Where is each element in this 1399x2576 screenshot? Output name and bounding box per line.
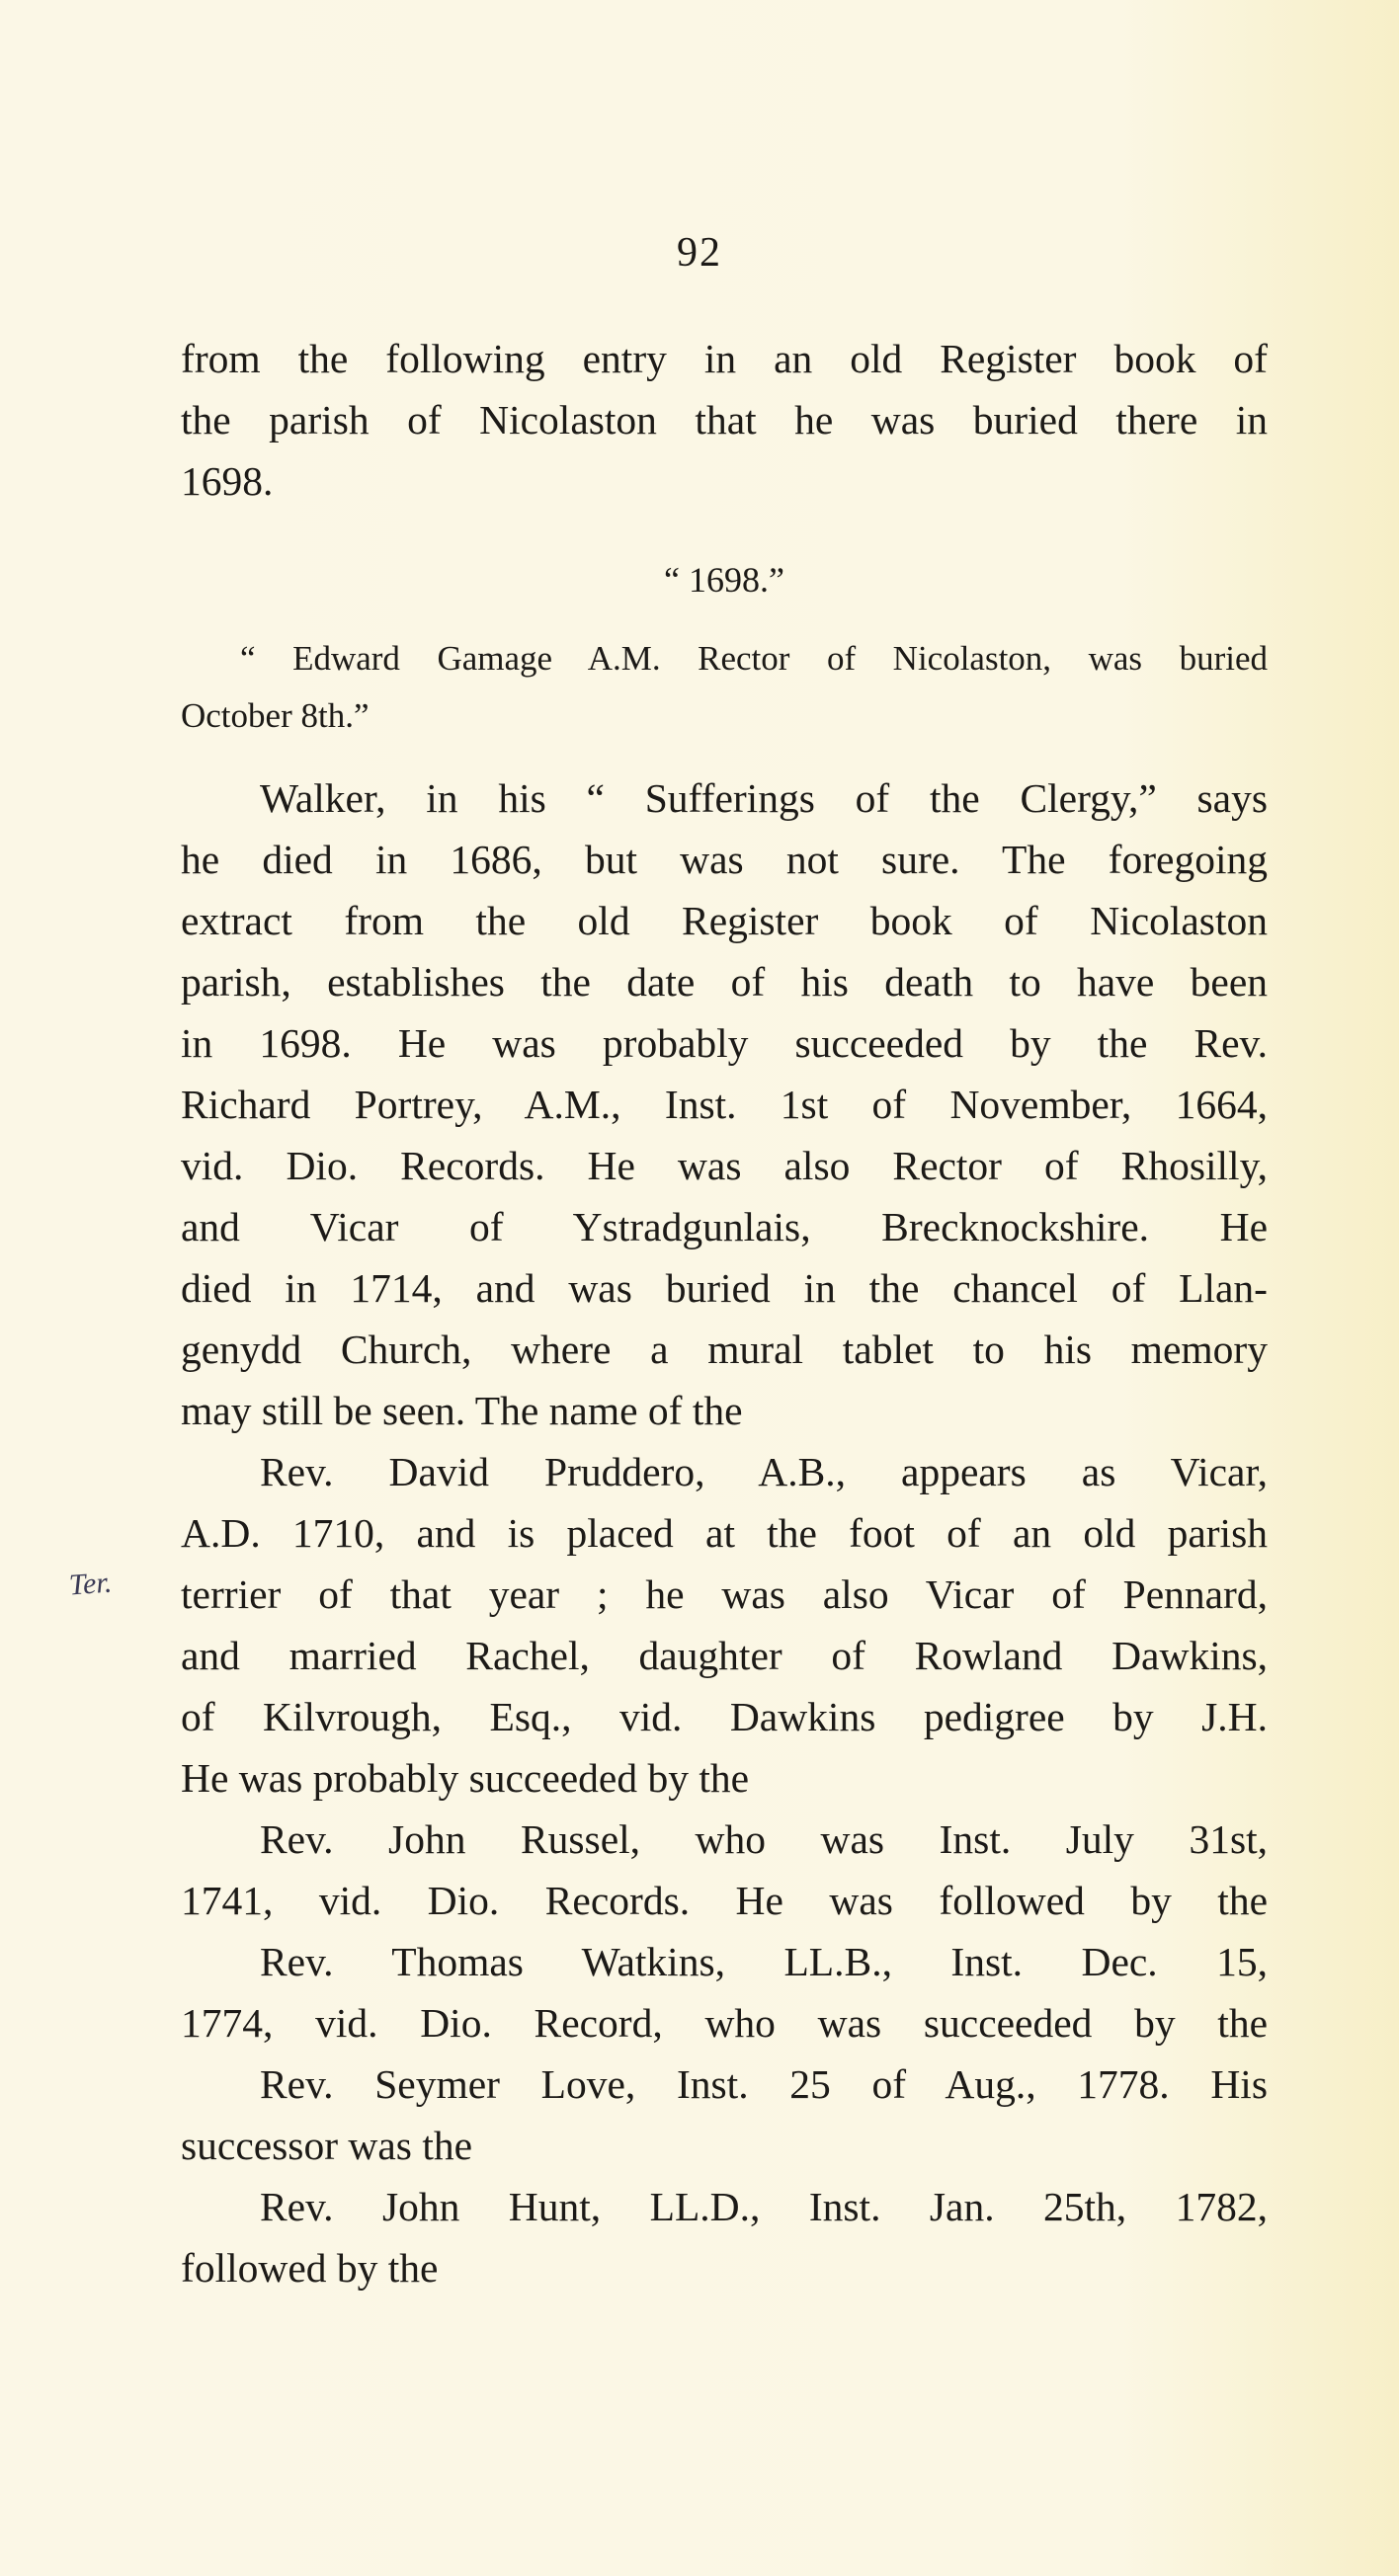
text-line: Rev. David Pruddero, A.B., appears as Vicar, — [260, 1449, 1268, 1494]
text-line: followed by the — [181, 2245, 439, 2291]
text-line: Rev. John Hunt, LL.D., Inst. Jan. 25th, 1782, — [260, 2184, 1268, 2229]
text-line: genydd Church, where a mural tablet to his memory — [181, 1327, 1268, 1372]
text-line: extract from the old Register book of Nicolaston — [181, 898, 1268, 943]
text-line: Richard Portrey, A.M., Inst. 1st of November, 1664, — [181, 1082, 1268, 1127]
text-line: Rev. Thomas Watkins, LL.B., Inst. Dec. 15, — [260, 1939, 1268, 1984]
text-line: 1774, vid. Dio. Record, who was succeeded by the — [181, 2000, 1268, 2046]
page-number: 92 — [677, 230, 722, 276]
text-line: A.D. 1710, and is placed at the foot of an old parish — [181, 1510, 1268, 1556]
quote-line: “ Edward Gamage A.M. Rector of Nicolaston, was buried — [240, 639, 1268, 678]
margin-annotation: Ter. — [67, 1566, 114, 1602]
text-line: from the following entry in an old Register book of — [181, 336, 1268, 381]
text-line: Walker, in his “ Sufferings of the Clergy,” says — [260, 775, 1268, 821]
text-line: He was probably succeeded by the — [181, 1755, 750, 1801]
text-line: in 1698. He was probably succeeded by the Rev. — [181, 1020, 1268, 1066]
text-line: 1698. — [181, 458, 274, 504]
quote-heading: “ 1698.” — [664, 560, 784, 600]
text-line: and married Rachel, daughter of Rowland Dawkins, — [181, 1633, 1268, 1678]
text-line: and Vicar of Ystradgunlais, Brecknockshire. He — [181, 1204, 1268, 1249]
text-line: successor was the — [181, 2123, 473, 2168]
text-line: may still be seen. The name of the — [181, 1388, 743, 1433]
text-line: parish, establishes the date of his death to have been — [181, 959, 1268, 1005]
text-line: Rev. John Russel, who was Inst. July 31st, — [260, 1816, 1268, 1862]
text-line: he died in 1686, but was not sure. The foregoing — [181, 837, 1268, 882]
quote-line: October 8th.” — [181, 696, 370, 735]
text-line: Rev. Seymer Love, Inst. 25 of Aug., 1778. His — [260, 2061, 1268, 2107]
text-line: the parish of Nicolaston that he was buried there in — [181, 397, 1268, 443]
text-line: 1741, vid. Dio. Records. He was followed by the — [181, 1878, 1268, 1923]
text-line: terrier of that year ; he was also Vicar of Pennard, — [181, 1571, 1268, 1617]
text-line: of Kilvrough, Esq., vid. Dawkins pedigree by J.H. — [181, 1694, 1268, 1739]
text-line: vid. Dio. Records. He was also Rector of Rhosilly, — [181, 1143, 1268, 1188]
text-line: died in 1714, and was buried in the chancel of Llan- — [181, 1265, 1268, 1311]
